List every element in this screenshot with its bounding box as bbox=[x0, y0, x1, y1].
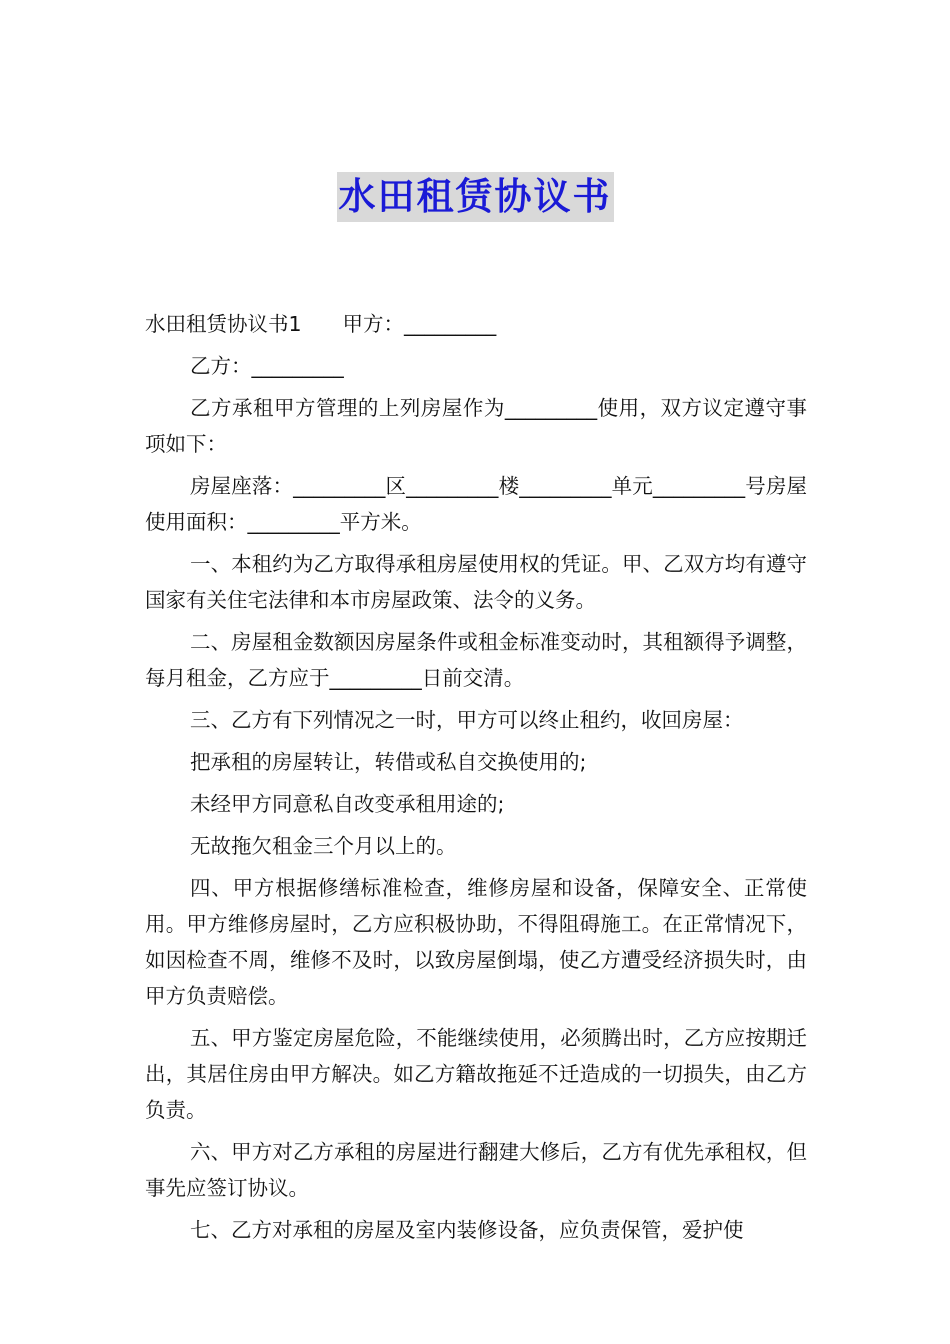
paragraph-clause-4: 四、甲方根据修缮标准检查，维修房屋和设备，保障安全、正常使用。甲方维修房屋时，乙方应积极协助，不得阻碍施工。在正常情况下，如因检查不周，维修不及时，以致房屋倒塌，使乙方遭受经济损失时，由甲方负责赔偿。 bbox=[145, 876, 807, 1008]
paragraph-party-b: 乙方：_________ bbox=[190, 354, 344, 378]
document-body bbox=[145, 306, 807, 1254]
paragraph-heading-party-a: 水田租赁协议书1 甲方：_________ bbox=[145, 312, 497, 336]
paragraph-clause-3-item-3: 无故拖欠租金三个月以上的。 bbox=[190, 834, 457, 858]
paragraph-clause-6: 六、甲方对乙方承租的房屋进行翻建大修后，乙方有优先承租权，但事先应签订协议。 bbox=[145, 1140, 807, 1200]
paragraph-clause-3-item-1: 把承租的房屋转让，转借或私自交换使用的; bbox=[190, 750, 587, 774]
document-title: 水田租赁协议书 bbox=[337, 172, 614, 222]
paragraph-clause-2: 二、房屋租金数额因房屋条件或租金标准变动时，其租额得予调整，每月租金，乙方应于_________日前交清。 bbox=[145, 630, 807, 690]
paragraph-clause-5: 五、甲方鉴定房屋危险，不能继续使用，必须腾出时，乙方应按期迁出，其居住房由甲方解决。如乙方籍故拖延不迁造成的一切损失，由乙方负责。 bbox=[145, 1026, 807, 1122]
title-container bbox=[0, 172, 950, 222]
paragraph-clause-7: 七、乙方对承租的房屋及室内装修设备，应负责保管，爱护使 bbox=[190, 1218, 744, 1242]
paragraph-clause-3: 三、乙方有下列情况之一时，甲方可以终止租约，收回房屋： bbox=[190, 708, 744, 732]
paragraph-location: 房屋座落：_________区_________楼_________单元_________号房屋使用面积：_________平方米。 bbox=[145, 474, 807, 534]
paragraph-clause-3-item-2: 未经甲方同意私自改变承租用途的; bbox=[190, 792, 505, 816]
paragraph-usage: 乙方承租甲方管理的上列房屋作为_________使用，双方议定遵守事项如下： bbox=[145, 396, 807, 456]
paragraph-clause-1: 一、本租约为乙方取得承租房屋使用权的凭证。甲、乙双方均有遵守国家有关住宅法律和本市房屋政策、法令的义务。 bbox=[145, 552, 807, 612]
